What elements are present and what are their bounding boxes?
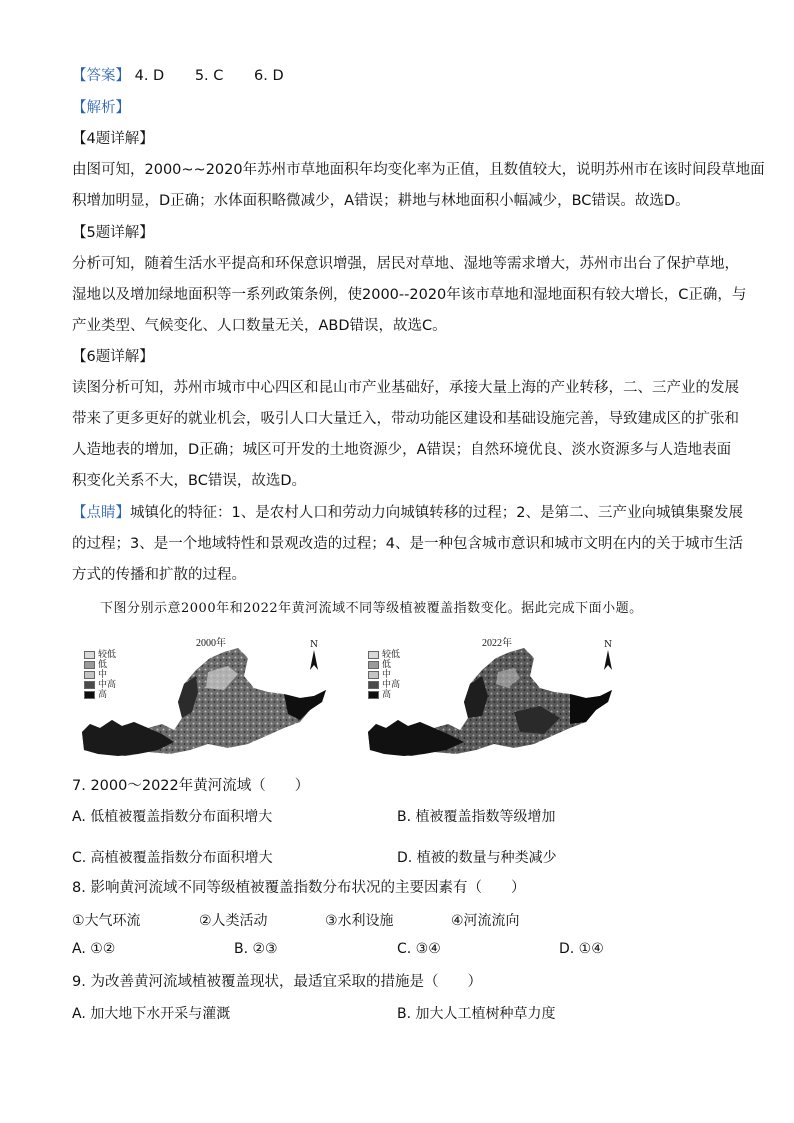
basin-map-shape xyxy=(364,632,614,760)
figure-intro: 下图分别示意2000年和2022年黄河流域不同等级植被覆盖指数变化。据此完成下面小题。 xyxy=(100,601,643,616)
q8-factor: ②人类活动 xyxy=(199,913,268,929)
q8-stem: 8. 影响黄河流域不同等级植被覆盖指数分布状况的主要因素有（ ） xyxy=(72,880,526,896)
q7-option-a[interactable]: A. 低植被覆盖指数分布面积增大 xyxy=(72,809,273,825)
q9-stem: 9. 为改善黄河流域植被覆盖现状，最适宜采取的措施是（ ） xyxy=(72,974,482,990)
q8-option-c[interactable]: C. ③④ xyxy=(397,941,441,957)
q5-line: 湿地以及增加绿地面积等一系列政策条例，使2000--2020年该市草地和湿地面积有较大增长，C正确，与 xyxy=(72,287,747,303)
tip-line xyxy=(72,503,743,523)
tip-line: 方式的传播和扩散的过程。 xyxy=(72,567,246,583)
legend-item: 较低 xyxy=(368,650,400,660)
q6-line: 积变化关系不大，BC错误，故选D。 xyxy=(72,473,306,489)
map-title: 2022年 xyxy=(482,638,512,649)
q8-option-b[interactable]: B. ②③ xyxy=(234,941,278,957)
legend-item: 较低 xyxy=(84,650,116,660)
basin-map-shape xyxy=(78,632,328,760)
map-title: 2000年 xyxy=(196,638,226,649)
north-arrow-icon: N xyxy=(308,640,320,675)
tip-text: 城镇化的特征：1、是农村人口和劳动力向城镇转移的过程；2、是第二、三产业向城镇集聚发展 xyxy=(130,505,743,521)
q5-line: 分析可知，随着生活水平提高和环保意识增强，居民对草地、湿地等需求增大，苏州市出台了保护草地， xyxy=(72,256,739,272)
map-2022 xyxy=(364,632,614,760)
q8-factor: ④河流流向 xyxy=(451,913,520,929)
tip-line: 的过程；3、是一个地域特性和景观改造的过程；4、是一种包含城市意识和城市文明在内的关于城市生活 xyxy=(72,536,743,552)
legend-item: 低 xyxy=(368,660,400,670)
legend-item: 中高 xyxy=(368,680,400,690)
q6-tag: 【6题详解】 xyxy=(72,349,154,365)
answer-item: 4. D xyxy=(134,68,165,84)
legend-item: 高 xyxy=(368,690,400,700)
legend-item: 中 xyxy=(84,670,116,680)
q9-option-a[interactable]: A. 加大地下水开采与灌溉 xyxy=(72,1006,231,1022)
tip-tag: 【点睛】 xyxy=(72,505,130,521)
legend-item: 高 xyxy=(84,690,116,700)
q8-option-a[interactable]: A. ①② xyxy=(72,941,116,957)
q4-line: 由图可知，2000~~2020年苏州市草地面积年均变化率为正值，且数值较大，说明苏州市在该时间段草地面 xyxy=(72,162,765,178)
q6-line: 读图分析可知，苏州市城市中心四区和昆山市产业基础好，承接大量上海的产业转移，二、三产业的发展 xyxy=(72,380,739,396)
q6-line: 带来了更多更好的就业机会，吸引人口大量迁入，带动功能区建设和基础设施完善，导致建成区的扩张和 xyxy=(72,411,739,427)
answer-tag: 【答案】 xyxy=(72,68,130,84)
q4-tag: 【4题详解】 xyxy=(72,131,154,147)
answer-item: 5. C xyxy=(194,68,224,84)
q7-stem: 7. 2000～2022年黄河流域（ ） xyxy=(72,778,310,794)
q4-line: 积增加明显，D正确；水体面积略微减少，A错误；耕地与林地面积小幅减少，BC错误。故选D。 xyxy=(72,193,690,209)
north-arrow-icon: N xyxy=(602,640,614,675)
map-2000 xyxy=(78,632,328,760)
answer-line xyxy=(72,66,284,86)
legend-item: 中高 xyxy=(84,680,116,690)
q7-option-c[interactable]: C. 高植被覆盖指数分布面积增大 xyxy=(72,850,273,866)
legend-item: 中 xyxy=(368,670,400,680)
analysis-tag: 【解析】 xyxy=(72,100,130,116)
q9-option-b[interactable]: B. 加大人工植树种草力度 xyxy=(397,1006,556,1022)
q7-option-b[interactable]: B. 植被覆盖指数等级增加 xyxy=(397,809,556,825)
q8-factor: ③水利设施 xyxy=(325,913,394,929)
q8-factor: ①大气环流 xyxy=(72,913,141,929)
q6-line: 人造地表的增加，D正确；城区可开发的土地资源少，A错误；自然环境优良、淡水资源多与人造地表面 xyxy=(72,442,732,458)
q5-tag: 【5题详解】 xyxy=(72,225,154,241)
q8-option-d[interactable]: D. ①④ xyxy=(559,941,604,957)
answer-item: 6. D xyxy=(254,68,284,84)
q7-option-d[interactable]: D. 植被的数量与种类减少 xyxy=(397,850,557,866)
q5-line: 产业类型、气候变化、人口数量无关，ABD错误，故选C。 xyxy=(72,318,447,334)
legend-item: 低 xyxy=(84,660,116,670)
